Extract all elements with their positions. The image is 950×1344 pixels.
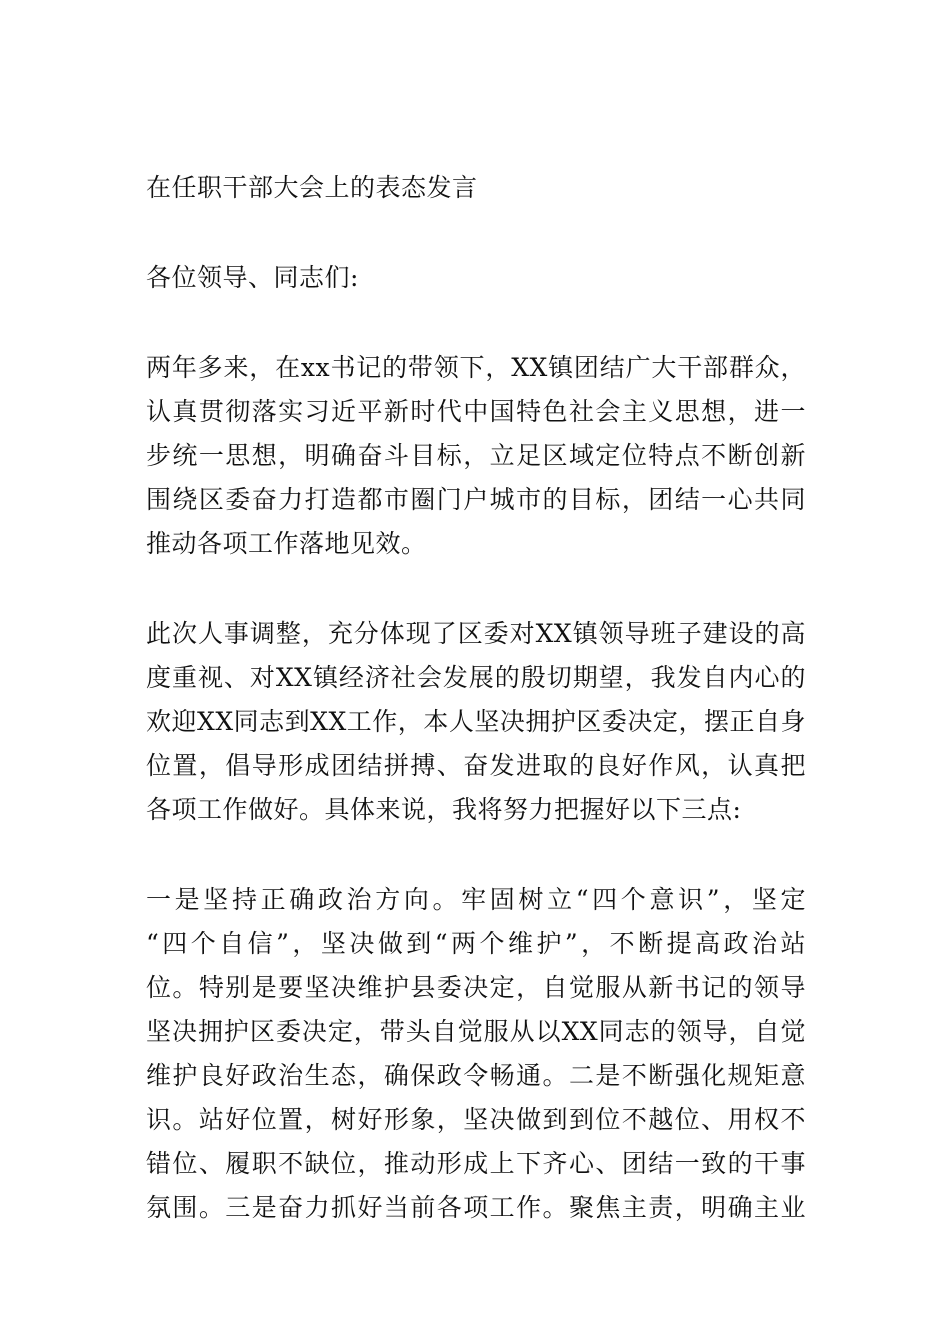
paragraph-line: 坚决拥护区委决定，带头自觉服从以XX同志的领导，自觉	[146, 1017, 806, 1046]
paragraph-line: 此次人事调整，充分体现了区委对XX镇领导班子建设的高	[146, 619, 806, 648]
paragraph-line: 两年多来，在xx书记的带领下，XX镇团结广大干部群众，	[146, 353, 806, 382]
paragraph-line: 认真贯彻落实习近平新时代中国特色社会主义思想，进一	[146, 397, 806, 426]
paragraph-line: 错位、履职不缺位，推动形成上下齐心、团结一致的干事	[146, 1149, 806, 1178]
paragraph-line: “四个自信”，坚决做到“两个维护”，不断提高政治站	[146, 929, 806, 958]
paragraph-line: 欢迎XX同志到XX工作，本人坚决拥护区委决定，摆正自身	[146, 707, 806, 736]
paragraph-line: 推动各项工作落地见效。	[146, 529, 427, 558]
paragraph-line: 识。站好位置，树好形象，坚决做到到位不越位、用权不	[146, 1105, 806, 1134]
greeting: 各位领导、同志们:	[146, 263, 359, 292]
paragraph-line: 围绕区委奋力打造都市圈门户城市的目标，团结一心共同	[146, 485, 806, 514]
paragraph-line: 各项工作做好。具体来说，我将努力把握好以下三点:	[146, 795, 742, 824]
document-title: 在任职干部大会上的表态发言	[146, 173, 478, 202]
paragraph-line: 位置，倡导形成团结拼搏、奋发进取的良好作风，认真把	[146, 751, 806, 780]
paragraph-2	[146, 612, 806, 832]
paragraph-line: 位。特别是要坚决维护县委决定，自觉服从新书记的领导	[146, 973, 806, 1002]
paragraph-line: 一是坚持正确政治方向。牢固树立“四个意识”，坚定	[146, 885, 806, 914]
document-body	[146, 166, 806, 1276]
paragraph-3	[146, 878, 806, 1230]
paragraph-line: 维护良好政治生态，确保政令畅通。二是不断强化规矩意	[146, 1061, 806, 1090]
paragraph-line: 氛围。三是奋力抓好当前各项工作。聚焦主责，明确主业	[146, 1193, 806, 1222]
paragraph-1	[146, 346, 806, 566]
paragraph-line: 步统一思想，明确奋斗目标，立足区域定位特点不断创新	[146, 441, 806, 470]
paragraph-line: 度重视、对XX镇经济社会发展的殷切期望，我发自内心的	[146, 663, 806, 692]
